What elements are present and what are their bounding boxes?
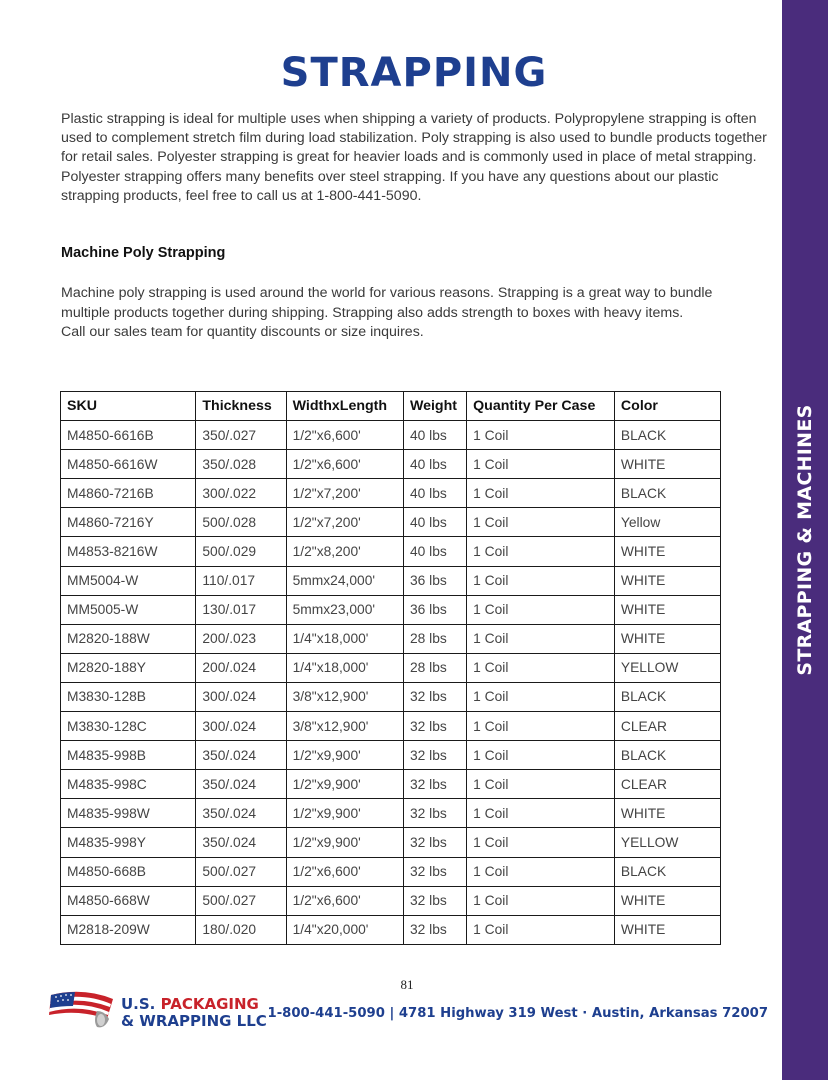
cell-width-length: 1/2"x6,600' bbox=[286, 886, 403, 915]
cell-thickness: 300/.022 bbox=[196, 479, 286, 508]
cell-sku: M4850-668W bbox=[61, 886, 196, 915]
logo-text-line2: & WRAPPING LLC bbox=[121, 1012, 267, 1030]
cell-thickness: 200/.024 bbox=[196, 653, 286, 682]
cell-color: WHITE bbox=[614, 537, 720, 566]
table-row bbox=[61, 479, 721, 508]
company-logo bbox=[47, 985, 277, 1033]
cell-sku: M2820-188W bbox=[61, 624, 196, 653]
cell-quantity: 1 Coil bbox=[467, 828, 615, 857]
cell-weight: 32 lbs bbox=[403, 682, 466, 711]
table-row bbox=[61, 770, 721, 799]
table-row bbox=[61, 857, 721, 886]
cell-quantity: 1 Coil bbox=[467, 915, 615, 944]
cell-quantity: 1 Coil bbox=[467, 653, 615, 682]
cell-color: WHITE bbox=[614, 886, 720, 915]
cell-width-length: 5mmx24,000' bbox=[286, 566, 403, 595]
logo-text-line1 bbox=[121, 995, 259, 1013]
cell-sku: M3830-128C bbox=[61, 712, 196, 741]
cell-quantity: 1 Coil bbox=[467, 595, 615, 624]
cell-weight: 40 lbs bbox=[403, 508, 466, 537]
cell-color: CLEAR bbox=[614, 770, 720, 799]
table-row bbox=[61, 741, 721, 770]
cell-thickness: 350/.024 bbox=[196, 741, 286, 770]
cell-color: BLACK bbox=[614, 741, 720, 770]
section-line: multiple products together during shipping. Strapping also adds strength to boxes with heavy items. bbox=[61, 304, 684, 321]
cell-quantity: 1 Coil bbox=[467, 682, 615, 711]
cell-weight: 32 lbs bbox=[403, 799, 466, 828]
cell-thickness: 350/.024 bbox=[196, 770, 286, 799]
page-title: STRAPPING bbox=[280, 50, 548, 96]
cell-sku: M4835-998Y bbox=[61, 828, 196, 857]
cell-width-length: 3/8"x12,900' bbox=[286, 682, 403, 711]
cell-sku: MM5004-W bbox=[61, 566, 196, 595]
cell-weight: 40 lbs bbox=[403, 450, 466, 479]
cell-weight: 32 lbs bbox=[403, 886, 466, 915]
cell-sku: M3830-128B bbox=[61, 682, 196, 711]
header-thickness: Thickness bbox=[196, 392, 286, 421]
section-line: Call our sales team for quantity discounts or size inquires. bbox=[61, 324, 424, 340]
table-row bbox=[61, 450, 721, 479]
cell-width-length: 1/2"x9,900' bbox=[286, 770, 403, 799]
cell-sku: M2818-209W bbox=[61, 915, 196, 944]
intro-paragraph: Plastic strapping is ideal for multiple uses when shipping a variety of products. Polypropylene strapping is often used to complement stretch film during load stabilization. Poly strapping is also used to bundle products together for retail sales. Polyester strapping is great for heavier loads and is commonly used in place of metal strapping. Polyester strapping offers many benefits over steel strapping. If you have any questions about our plastic strapping products, feel free to call us at 1-800-441-5090. bbox=[61, 111, 767, 204]
cell-weight: 40 lbs bbox=[403, 421, 466, 450]
cell-color: WHITE bbox=[614, 915, 720, 944]
strapping-spec-table bbox=[60, 391, 721, 945]
table-row bbox=[61, 624, 721, 653]
cell-color: BLACK bbox=[614, 421, 720, 450]
cell-weight: 32 lbs bbox=[403, 828, 466, 857]
cell-width-length: 1/2"x9,900' bbox=[286, 828, 403, 857]
cell-quantity: 1 Coil bbox=[467, 741, 615, 770]
table-row bbox=[61, 595, 721, 624]
table-row bbox=[61, 508, 721, 537]
cell-quantity: 1 Coil bbox=[467, 537, 615, 566]
table-row bbox=[61, 653, 721, 682]
table-row bbox=[61, 799, 721, 828]
header-weight: Weight bbox=[403, 392, 466, 421]
footer-contact: 1-800-441-5090 | 4781 Highway 319 West · Austin, Arkansas 72007 bbox=[267, 1006, 768, 1021]
us-flag-wave-logo-icon bbox=[47, 985, 119, 1033]
cell-sku: M4853-8216W bbox=[61, 537, 196, 566]
cell-color: CLEAR bbox=[614, 712, 720, 741]
cell-width-length: 1/2"x6,600' bbox=[286, 857, 403, 886]
cell-width-length: 1/2"x9,900' bbox=[286, 741, 403, 770]
logo-text-us: U.S. bbox=[121, 995, 156, 1013]
cell-thickness: 350/.024 bbox=[196, 828, 286, 857]
cell-weight: 32 lbs bbox=[403, 712, 466, 741]
header-width-length: WidthxLength bbox=[286, 392, 403, 421]
table-row bbox=[61, 828, 721, 857]
table-header-row bbox=[61, 392, 721, 421]
cell-quantity: 1 Coil bbox=[467, 566, 615, 595]
cell-quantity: 1 Coil bbox=[467, 421, 615, 450]
table-row bbox=[61, 537, 721, 566]
cell-width-length: 1/2"x7,200' bbox=[286, 479, 403, 508]
cell-color: YELLOW bbox=[614, 828, 720, 857]
table-row bbox=[61, 712, 721, 741]
cell-thickness: 130/.017 bbox=[196, 595, 286, 624]
section-heading: Machine Poly Strapping bbox=[61, 245, 226, 261]
cell-quantity: 1 Coil bbox=[467, 450, 615, 479]
header-sku: SKU bbox=[61, 392, 196, 421]
cell-thickness: 300/.024 bbox=[196, 712, 286, 741]
cell-color: WHITE bbox=[614, 624, 720, 653]
cell-thickness: 200/.023 bbox=[196, 624, 286, 653]
cell-weight: 28 lbs bbox=[403, 624, 466, 653]
side-tab-label: STRAPPING & MACHINES bbox=[794, 404, 816, 676]
cell-sku: M4835-998B bbox=[61, 741, 196, 770]
cell-width-length: 3/8"x12,900' bbox=[286, 712, 403, 741]
table-row bbox=[61, 682, 721, 711]
cell-quantity: 1 Coil bbox=[467, 508, 615, 537]
cell-color: WHITE bbox=[614, 799, 720, 828]
cell-sku: M4850-668B bbox=[61, 857, 196, 886]
cell-thickness: 500/.028 bbox=[196, 508, 286, 537]
cell-quantity: 1 Coil bbox=[467, 624, 615, 653]
cell-thickness: 350/.027 bbox=[196, 421, 286, 450]
cell-sku: M2820-188Y bbox=[61, 653, 196, 682]
cell-quantity: 1 Coil bbox=[467, 857, 615, 886]
cell-weight: 36 lbs bbox=[403, 595, 466, 624]
table-row bbox=[61, 566, 721, 595]
cell-sku: M4835-998W bbox=[61, 799, 196, 828]
cell-sku: M4860-7216Y bbox=[61, 508, 196, 537]
cell-thickness: 110/.017 bbox=[196, 566, 286, 595]
cell-quantity: 1 Coil bbox=[467, 886, 615, 915]
cell-width-length: 1/4"x20,000' bbox=[286, 915, 403, 944]
cell-color: WHITE bbox=[614, 595, 720, 624]
cell-quantity: 1 Coil bbox=[467, 712, 615, 741]
cell-color: BLACK bbox=[614, 857, 720, 886]
cell-thickness: 350/.028 bbox=[196, 450, 286, 479]
cell-weight: 32 lbs bbox=[403, 915, 466, 944]
cell-width-length: 1/2"x6,600' bbox=[286, 421, 403, 450]
page-number: 81 bbox=[400, 977, 414, 992]
cell-weight: 36 lbs bbox=[403, 566, 466, 595]
cell-thickness: 500/.027 bbox=[196, 886, 286, 915]
cell-weight: 40 lbs bbox=[403, 537, 466, 566]
section-paragraph bbox=[61, 284, 751, 343]
cell-sku: MM5005-W bbox=[61, 595, 196, 624]
cell-weight: 32 lbs bbox=[403, 857, 466, 886]
cell-quantity: 1 Coil bbox=[467, 799, 615, 828]
cell-width-length: 5mmx23,000' bbox=[286, 595, 403, 624]
cell-color: BLACK bbox=[614, 682, 720, 711]
cell-color: BLACK bbox=[614, 479, 720, 508]
cell-weight: 28 lbs bbox=[403, 653, 466, 682]
cell-width-length: 1/2"x6,600' bbox=[286, 450, 403, 479]
cell-quantity: 1 Coil bbox=[467, 479, 615, 508]
cell-sku: M4835-998C bbox=[61, 770, 196, 799]
cell-thickness: 500/.029 bbox=[196, 537, 286, 566]
logo-text-packaging: PACKAGING bbox=[160, 995, 259, 1013]
cell-quantity: 1 Coil bbox=[467, 770, 615, 799]
cell-width-length: 1/2"x9,900' bbox=[286, 799, 403, 828]
header-color: Color bbox=[614, 392, 720, 421]
header-quantity-per-case: Quantity Per Case bbox=[467, 392, 615, 421]
cell-width-length: 1/2"x7,200' bbox=[286, 508, 403, 537]
cell-thickness: 180/.020 bbox=[196, 915, 286, 944]
cell-width-length: 1/4"x18,000' bbox=[286, 653, 403, 682]
cell-width-length: 1/4"x18,000' bbox=[286, 624, 403, 653]
table-row bbox=[61, 421, 721, 450]
cell-width-length: 1/2"x8,200' bbox=[286, 537, 403, 566]
cell-weight: 40 lbs bbox=[403, 479, 466, 508]
cell-color: YELLOW bbox=[614, 653, 720, 682]
section-line: Machine poly strapping is used around the world for various reasons. Strapping is a great way to bundle bbox=[61, 285, 713, 301]
cell-thickness: 300/.024 bbox=[196, 682, 286, 711]
cell-color: WHITE bbox=[614, 450, 720, 479]
cell-sku: M4850-6616W bbox=[61, 450, 196, 479]
table-row bbox=[61, 915, 721, 944]
cell-weight: 32 lbs bbox=[403, 770, 466, 799]
cell-thickness: 350/.024 bbox=[196, 799, 286, 828]
cell-weight: 32 lbs bbox=[403, 741, 466, 770]
table-row bbox=[61, 886, 721, 915]
cell-sku: M4860-7216B bbox=[61, 479, 196, 508]
cell-sku: M4850-6616B bbox=[61, 421, 196, 450]
cell-color: Yellow bbox=[614, 508, 720, 537]
cell-thickness: 500/.027 bbox=[196, 857, 286, 886]
cell-color: WHITE bbox=[614, 566, 720, 595]
